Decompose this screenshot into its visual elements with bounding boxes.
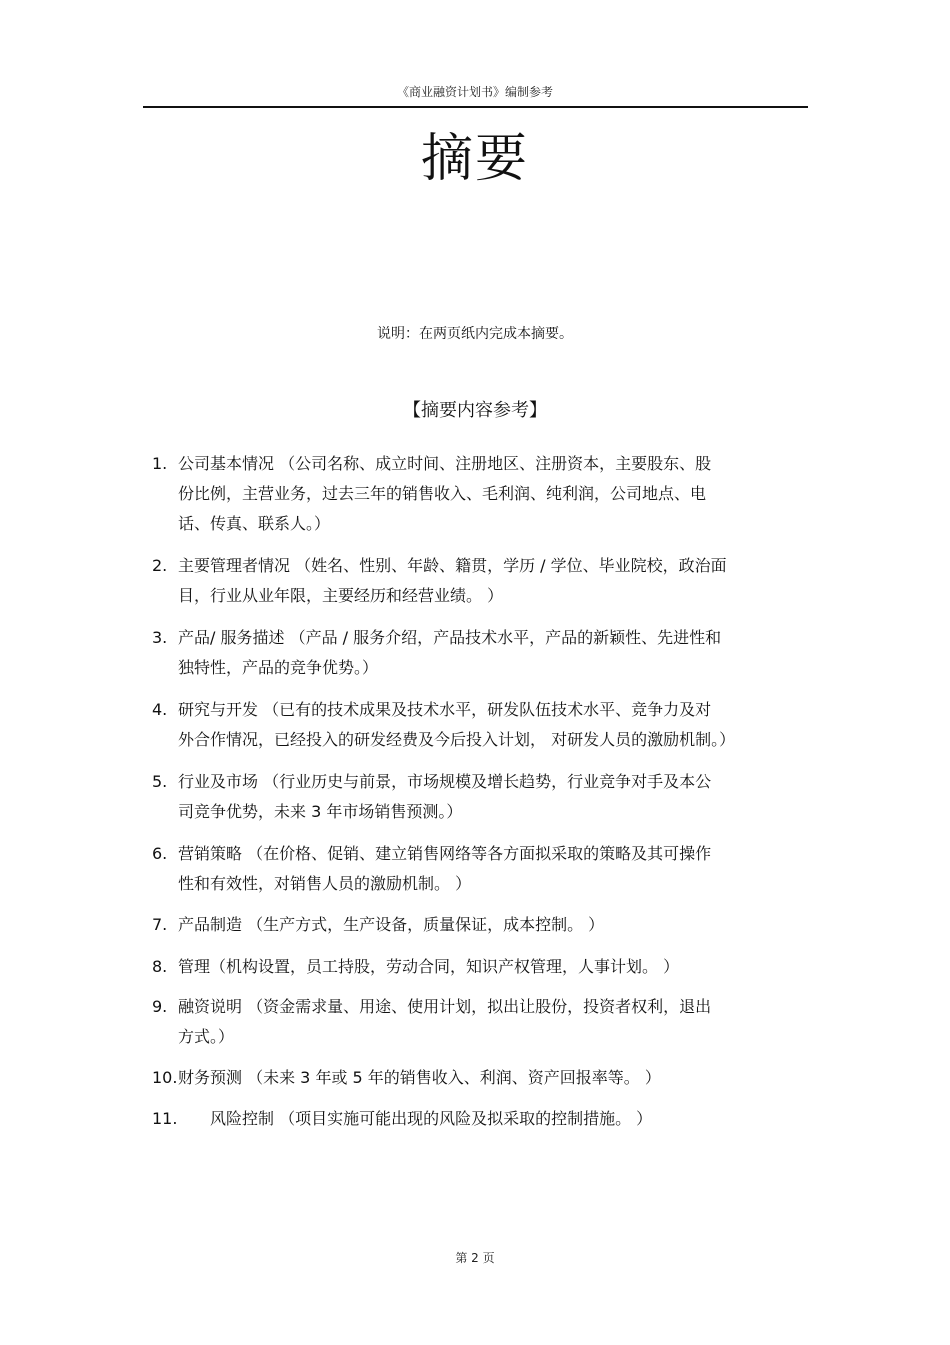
list-item [152,1104,842,1134]
list-item-text: 产品制造 （生产方式，生产设备，质量保证，成本控制。 ） [178,915,605,934]
list-item-text: 风险控制 （项目实施可能出现的风险及拟采取的控制措施。 ） [210,1109,653,1128]
list-item-line [152,1063,842,1093]
instruction-note: 说明：在两页纸内完成本摘要。 [377,326,573,342]
list-item-number: 1. [152,454,168,473]
list-item [152,449,842,539]
list-item-line: 份比例，主营业务，过去三年的销售收入、毛利润、纯利润，公司地点、电 [178,484,707,503]
page-number: 第 2 页 [455,1251,495,1265]
list-item-text: 营销策略 （在价格、促销、建立销售网络等各方面拟采取的策略及其可操作 [178,844,712,863]
list-item-text: 研究与开发 （已有的技术成果及技术水平，研发队伍技术水平、竞争力及对 [178,700,712,719]
list-item-number: 10. [152,1068,178,1087]
list-item-line: 外合作情况，已经投入的研发经费及今后投入计划， 对研发人员的激励机制。） [178,730,736,749]
list-item-line: 性和有效性，对销售人员的激励机制。 ） [178,874,472,893]
list-item-text: 公司基本情况 （公司名称、成立时间、注册地区、注册资本，主要股东、股 [178,454,712,473]
list-item [152,623,842,683]
list-item [152,551,842,611]
list-item-text: 财务预测 （未来 3 年或 5 年的销售收入、利润、资产回报率等。 ） [178,1068,661,1087]
list-item-line [152,952,842,982]
list-item-number: 3. [152,628,168,647]
list-item-text: 产品/ 服务描述 （产品 / 服务介绍，产品技术水平，产品的新颖性、先进性和 [178,628,722,647]
list-item-text: 融资说明 （资金需求量、用途、使用计划，拟出让股份，投资者权利，退出 [178,997,712,1016]
list-item [152,695,842,755]
section-heading: 【摘要内容参考】 [403,400,547,421]
list-item-line: 话、传真、联系人。） [178,514,331,533]
list-item-text: 主要管理者情况 （姓名、性别、年龄、籍贯，学历 / 学位、毕业院校，政治面 [178,556,727,575]
list-item-line [152,1104,842,1134]
list-item [152,952,842,982]
list-item-line [152,839,842,869]
list-item-line [152,623,842,653]
header-rule [143,106,808,108]
page-title: 摘要 [420,129,529,189]
list-item-number: 2. [152,556,168,575]
list-item-line: 方式。） [178,1027,235,1046]
list-item [152,992,842,1052]
list-item-number: 9. [152,997,168,1016]
list-item [152,839,842,899]
list-item-number: 4. [152,700,168,719]
list-item-number: 11. [152,1109,178,1128]
list-item-line [152,992,842,1022]
list-item-line [152,767,842,797]
list-item-line [152,910,842,940]
running-header: 《商业融资计划书》编制参考 [396,85,553,99]
list-item-number: 7. [152,915,168,934]
list-item-number: 8. [152,957,168,976]
list-item-line: 独特性，产品的竞争优势。） [178,658,379,677]
list-item [152,910,842,940]
list-item-number: 5. [152,772,168,791]
list-item-number: 6. [152,844,168,863]
list-item-line [152,551,842,581]
list-item [152,1063,842,1093]
list-item-line [152,695,842,725]
list-item-line: 司竞争优势，未来 3 年市场销售预测。） [178,802,463,821]
list-item [152,767,842,827]
list-item-text: 行业及市场 （行业历史与前景，市场规模及增长趋势，行业竞争对手及本公 [178,772,712,791]
list-item-line: 目，行业从业年限，主要经历和经营业绩。 ） [178,586,504,605]
list-item-line [152,449,842,479]
list-item-text: 管理（机构设置，员工持股，劳动合同，知识产权管理，人事计划。 ） [178,957,680,976]
